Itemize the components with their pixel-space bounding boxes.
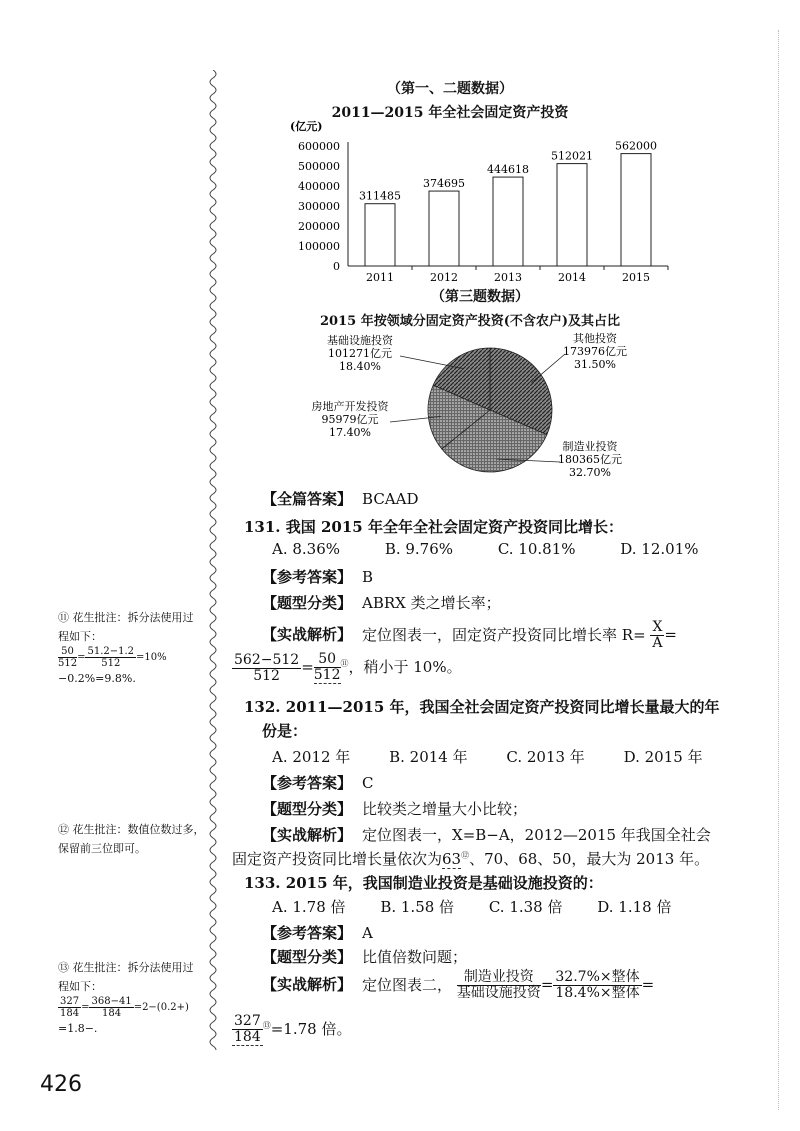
answers-line: 【全篇答案】 BCAAD <box>262 490 419 508</box>
q133-option-b[interactable]: B. 1.58 倍 <box>380 898 455 916</box>
q133-option-d[interactable]: D. 1.18 倍 <box>597 898 672 916</box>
q131-option-d[interactable]: D. 12.01% <box>620 540 699 558</box>
q132-option-c[interactable]: C. 2013 年 <box>506 748 585 766</box>
pie-label-pct: 32.70% <box>569 466 611 479</box>
x-tick-label: 2015 <box>622 271 650 284</box>
pie-chart <box>290 330 660 490</box>
y-tick-label: 300000 <box>298 200 340 213</box>
y-tick-label: 400000 <box>298 180 340 193</box>
q132-stem-cont: 份是： <box>262 722 308 740</box>
y-tick-label: 100000 <box>298 240 340 253</box>
q131-analysis-cont: $\frac{562-512}{512}$ = $\frac{50}{512}$ ⑪，稍小于 10%。 <box>234 651 462 684</box>
bar-value-label: 562000 <box>615 139 657 153</box>
x-tick-label: 2014 <box>558 271 586 284</box>
bar-value-label: 512021 <box>551 149 593 163</box>
bar-value-label: 374695 <box>423 177 465 191</box>
q132-analysis-cont: 固定资产投资同比增长量依次为63⑫、70、68、50，最大为 2013 年。 <box>232 850 710 868</box>
q131-stem: 131. 我国 2015 年全年全社会固定资产投资同比增长： <box>244 518 623 536</box>
pie-label-name: 基础设施投资 <box>327 334 393 347</box>
y-tick-label: 600000 <box>298 140 340 153</box>
q133-option-a[interactable]: A. 1.78 倍 <box>272 898 346 916</box>
q131-option-b[interactable]: B. 9.76% <box>384 540 454 558</box>
q133-ref: 【参考答案】 A <box>262 924 373 942</box>
q133-option-c[interactable]: C. 1.38 倍 <box>488 898 563 916</box>
q133-stem: 133. 2015 年，我国制造业投资是基础设施投资的： <box>244 874 603 892</box>
bar <box>365 204 395 266</box>
q132-option-a[interactable]: A. 2012 年 <box>272 748 351 766</box>
bar <box>429 191 459 266</box>
x-tick-label: 2013 <box>494 271 522 284</box>
q133-analysis-cont: $\frac{327}{184}$ ⑬=1.78 倍。 <box>234 1013 352 1045</box>
wavy-divider <box>205 70 221 1050</box>
pie-label-amount: 180365亿元 <box>558 453 622 466</box>
pie-label-amount: 101271亿元 <box>328 347 392 360</box>
margin-note-13: ⑬ 花生批注：拆分法使用过 程如下： $\frac{327}{184}$ = $\frac{368-41}{184}$ =2−(0.2+) =1.8−. <box>58 961 194 1035</box>
q132-option-b[interactable]: B. 2014 年 <box>389 748 468 766</box>
q131-option-c[interactable]: C. 10.81% <box>497 540 576 558</box>
pie-label-name: 房地产开发投资 <box>311 400 389 413</box>
chart2-section-label: （第三题数据） <box>431 289 529 305</box>
pie-label-amount: 173976亿元 <box>563 345 627 358</box>
chart2-title: 2015 年按领域分固定资产投资(不含农户)及其占比 <box>319 314 620 329</box>
pie-label-pct: 18.40% <box>339 360 381 373</box>
margin-note-11: ⑪ 花生批注：拆分法使用过 程如下： $\frac{50}{512}$ = $\frac{51.2-1.2}{512}$ =10% −0.2%=9.8%. <box>58 611 194 685</box>
q131-options <box>272 540 699 558</box>
y-tick-label: 200000 <box>298 220 340 233</box>
q132-ref: 【参考答案】 C <box>262 774 374 792</box>
q132-option-d[interactable]: D. 2015 年 <box>623 748 703 766</box>
q131-analysis: 【实战解析】 定位图表一，固定资产投资同比增长率 R= $\frac{X}{A}$ = <box>262 619 677 651</box>
pie-label-amount: 95979亿元 <box>321 413 379 426</box>
q131-ref: 【参考答案】 B <box>262 568 374 586</box>
q132-type: 【题型分类】 比较类之增量大小比较； <box>262 800 528 818</box>
binding-edge <box>778 30 779 1110</box>
chart1-section-label: （第一、二题数据） <box>387 81 513 97</box>
bar <box>621 154 651 266</box>
pie-label-name: 制造业投资 <box>562 440 618 453</box>
q132-stem: 132. 2011—2015 年，我国全社会固定资产投资同比增长量最大的年 <box>244 698 720 716</box>
x-tick-label: 2011 <box>366 271 394 284</box>
chart1-title: 2011—2015 年全社会固定资产投资 <box>331 105 569 121</box>
bar <box>557 164 587 266</box>
pie-label-name: 其他投资 <box>573 332 617 345</box>
q132-analysis: 【实战解析】 定位图表一，X=B−A，2012—2015 年我国全社会 <box>262 826 711 844</box>
q133-type: 【题型分类】 比值倍数问题； <box>262 948 468 966</box>
bar-value-label: 311485 <box>359 189 401 203</box>
margin-note-12: ⑫ 花生批注：数值位数过多， 保留前三位即可。 <box>58 823 205 855</box>
q132-options <box>272 746 703 767</box>
q131-type: 【题型分类】 ABRX 类之增长率； <box>262 594 501 612</box>
q133-options <box>272 896 671 917</box>
y-unit: (亿元) <box>290 120 323 133</box>
q133-analysis: 【实战解析】 定位图表二， $\frac{\text{制造业投资}}{\text{基础设施投资}}$ = $\frac{\text{32.7\%×整体}}{\text{18.4\%×整体}}$ = <box>262 969 655 1001</box>
bar-value-label: 444618 <box>487 163 529 177</box>
q131-option-a[interactable]: A. 8.36% <box>272 540 341 558</box>
x-tick-label: 2012 <box>430 271 458 284</box>
bar-chart <box>280 118 680 288</box>
y-tick-label: 500000 <box>298 160 340 173</box>
bar <box>493 177 523 266</box>
pie-label-pct: 31.50% <box>574 358 616 371</box>
pie-label-pct: 17.40% <box>329 426 371 439</box>
page-number: 426 <box>40 1072 82 1097</box>
y-tick-label: 0 <box>333 260 340 273</box>
